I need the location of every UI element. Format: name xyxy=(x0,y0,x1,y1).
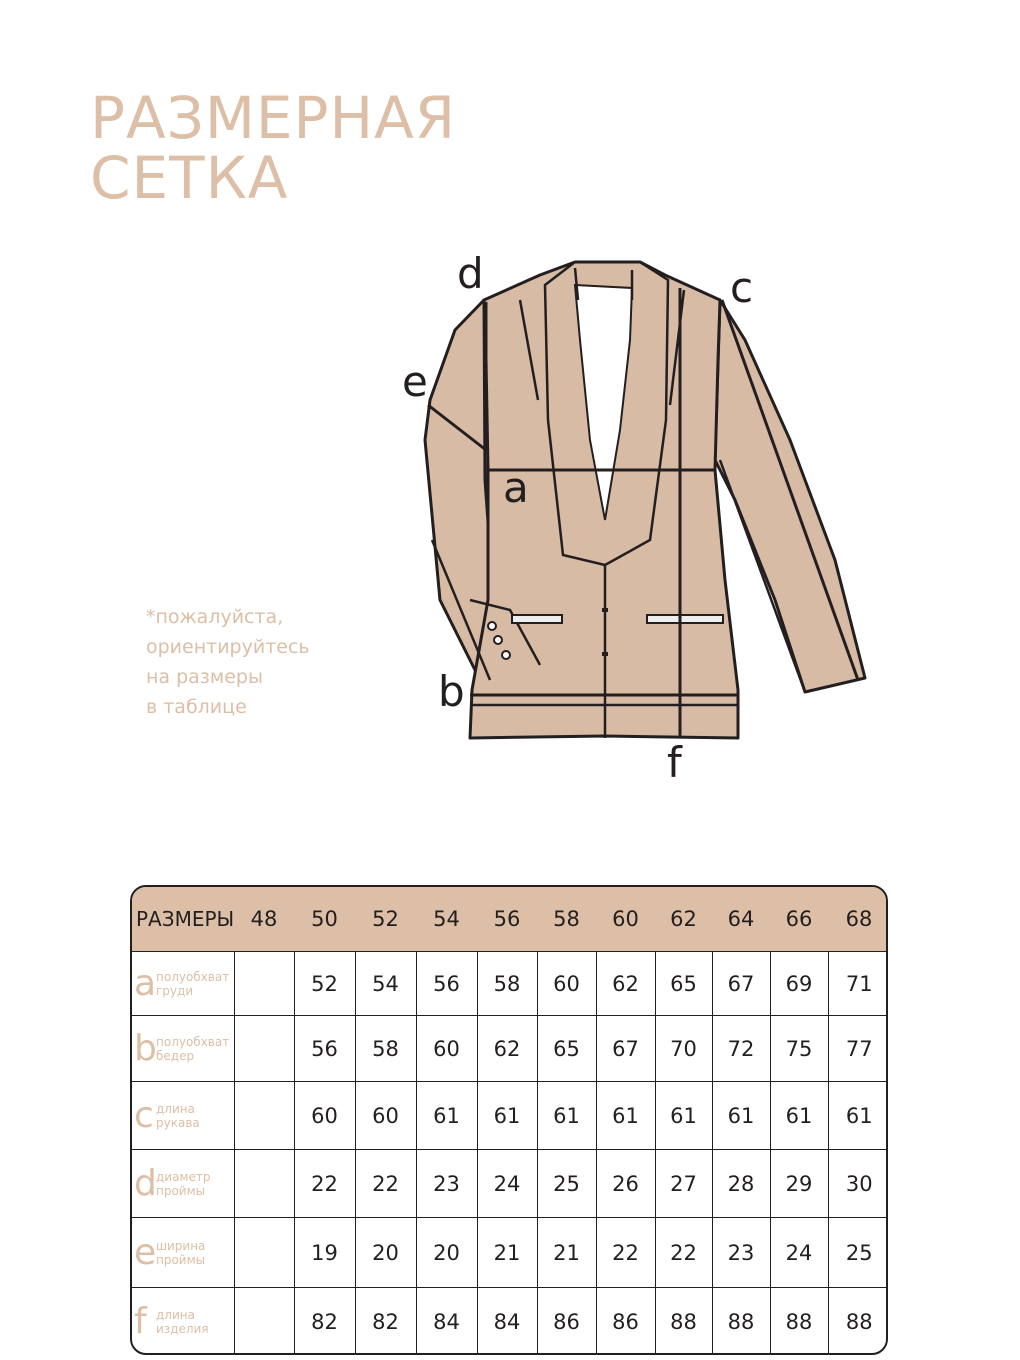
value-cell xyxy=(234,1288,294,1356)
value-cell: 61 xyxy=(596,1082,655,1150)
value-cell: 60 xyxy=(355,1082,416,1150)
value-cell: 67 xyxy=(712,952,770,1016)
header-size: 48 xyxy=(234,887,294,952)
header-size: 56 xyxy=(477,887,537,952)
note-line-1: *пожалуйста, xyxy=(146,606,284,628)
cuff-button-1 xyxy=(488,622,496,630)
measure-letter: f xyxy=(134,1300,147,1342)
measure-letter: a xyxy=(134,962,157,1004)
front-button-1 xyxy=(602,608,608,612)
value-cell: 61 xyxy=(416,1082,477,1150)
measure-cell xyxy=(132,952,234,1016)
measure-letter: d xyxy=(134,1162,157,1204)
header-size: 58 xyxy=(537,887,596,952)
value-cell: 86 xyxy=(596,1288,655,1356)
value-cell: 82 xyxy=(294,1288,355,1356)
label-c: c xyxy=(730,263,754,312)
table-header-row xyxy=(132,887,888,952)
value-cell: 61 xyxy=(770,1082,828,1150)
table-row xyxy=(132,1288,888,1356)
header-size: 62 xyxy=(655,887,712,952)
left-pocket xyxy=(512,615,562,623)
value-cell: 62 xyxy=(596,952,655,1016)
value-cell: 69 xyxy=(770,952,828,1016)
measure-letter: e xyxy=(134,1231,157,1273)
value-cell: 84 xyxy=(477,1288,537,1356)
value-cell: 65 xyxy=(655,952,712,1016)
value-cell: 58 xyxy=(477,952,537,1016)
value-cell xyxy=(234,952,294,1016)
header-sizes-label: РАЗМЕРЫ xyxy=(132,887,234,952)
measure-description-line-2: рукава xyxy=(156,1115,200,1130)
value-cell: 75 xyxy=(770,1016,828,1082)
measure-description-line-2: изделия xyxy=(156,1321,209,1336)
label-a: a xyxy=(503,463,529,512)
value-cell: 61 xyxy=(712,1082,770,1150)
value-cell: 61 xyxy=(477,1082,537,1150)
value-cell: 86 xyxy=(537,1288,596,1356)
size-table xyxy=(130,885,888,1355)
title-line-2: СЕТКА xyxy=(90,144,289,212)
size-note xyxy=(146,602,310,722)
value-cell: 60 xyxy=(416,1016,477,1082)
measure-cell xyxy=(132,1218,234,1288)
header-size: 64 xyxy=(712,887,770,952)
measure-description-line-1: длина xyxy=(156,1101,195,1116)
value-cell: 19 xyxy=(294,1218,355,1288)
note-line-3: на размеры xyxy=(146,666,263,688)
table-row xyxy=(132,1218,888,1288)
value-cell: 54 xyxy=(355,952,416,1016)
table-row xyxy=(132,952,888,1016)
value-cell: 88 xyxy=(655,1288,712,1356)
measure-cell xyxy=(132,1150,234,1218)
value-cell: 82 xyxy=(355,1288,416,1356)
value-cell xyxy=(234,1150,294,1218)
value-cell: 22 xyxy=(294,1150,355,1218)
value-cell: 61 xyxy=(537,1082,596,1150)
value-cell: 25 xyxy=(828,1218,888,1288)
measure-description-line-1: диаметр xyxy=(156,1169,211,1184)
header-size: 66 xyxy=(770,887,828,952)
value-cell: 24 xyxy=(770,1218,828,1288)
label-f: f xyxy=(667,738,682,787)
measure-description xyxy=(156,970,229,998)
jacket-diagram xyxy=(395,245,875,790)
value-cell: 25 xyxy=(537,1150,596,1218)
value-cell: 22 xyxy=(355,1150,416,1218)
value-cell xyxy=(234,1082,294,1150)
measure-description-line-1: полуобхват xyxy=(156,1034,230,1049)
value-cell: 84 xyxy=(416,1288,477,1356)
measure-description-line-2: груди xyxy=(156,983,194,998)
title-line-1: РАЗМЕРНАЯ xyxy=(90,84,457,152)
value-cell: 22 xyxy=(655,1218,712,1288)
value-cell: 88 xyxy=(828,1288,888,1356)
label-b: b xyxy=(438,667,465,716)
value-cell: 27 xyxy=(655,1150,712,1218)
value-cell: 21 xyxy=(537,1218,596,1288)
table-row xyxy=(132,1016,888,1082)
measure-letter: c xyxy=(134,1094,154,1136)
measure-letter: b xyxy=(134,1027,157,1069)
value-cell: 62 xyxy=(477,1016,537,1082)
value-cell: 88 xyxy=(770,1288,828,1356)
measure-description xyxy=(156,1102,200,1130)
header-size: 60 xyxy=(596,887,655,952)
value-cell: 28 xyxy=(712,1150,770,1218)
measure-description xyxy=(156,1239,205,1267)
value-cell: 52 xyxy=(294,952,355,1016)
value-cell: 77 xyxy=(828,1016,888,1082)
measure-description xyxy=(156,1170,211,1198)
measure-description xyxy=(156,1308,209,1336)
value-cell: 23 xyxy=(712,1218,770,1288)
value-cell: 88 xyxy=(712,1288,770,1356)
value-cell: 20 xyxy=(416,1218,477,1288)
header-size: 52 xyxy=(355,887,416,952)
value-cell: 72 xyxy=(712,1016,770,1082)
value-cell: 26 xyxy=(596,1150,655,1218)
measure-description-line-1: длина xyxy=(156,1307,195,1322)
cuff-button-3 xyxy=(502,651,510,659)
value-cell: 70 xyxy=(655,1016,712,1082)
value-cell xyxy=(234,1218,294,1288)
value-cell: 30 xyxy=(828,1150,888,1218)
value-cell: 61 xyxy=(655,1082,712,1150)
value-cell: 56 xyxy=(294,1016,355,1082)
measure-description-line-2: проймы xyxy=(156,1183,206,1198)
label-d: d xyxy=(457,249,484,298)
measure-cell xyxy=(132,1288,234,1356)
value-cell: 23 xyxy=(416,1150,477,1218)
note-line-2: ориентируйтесь xyxy=(146,636,310,658)
measure-cell xyxy=(132,1016,234,1082)
header-size: 50 xyxy=(294,887,355,952)
value-cell: 22 xyxy=(596,1218,655,1288)
value-cell: 61 xyxy=(828,1082,888,1150)
right-pocket xyxy=(647,615,723,623)
value-cell: 71 xyxy=(828,952,888,1016)
measure-cell xyxy=(132,1082,234,1150)
label-e: e xyxy=(402,357,428,406)
value-cell xyxy=(234,1016,294,1082)
value-cell: 56 xyxy=(416,952,477,1016)
measure-description-line-2: бедер xyxy=(156,1048,195,1063)
value-cell: 29 xyxy=(770,1150,828,1218)
page-title xyxy=(90,84,457,212)
cuff-button-2 xyxy=(494,636,502,644)
value-cell: 67 xyxy=(596,1016,655,1082)
value-cell: 65 xyxy=(537,1016,596,1082)
value-cell: 60 xyxy=(294,1082,355,1150)
measure-description-line-1: ширина xyxy=(156,1238,206,1253)
size-table-grid xyxy=(132,887,888,1355)
value-cell: 60 xyxy=(537,952,596,1016)
measure-description-line-2: проймы xyxy=(156,1252,206,1267)
value-cell: 21 xyxy=(477,1218,537,1288)
header-size: 54 xyxy=(416,887,477,952)
value-cell: 20 xyxy=(355,1218,416,1288)
note-line-4: в таблице xyxy=(146,696,247,718)
measure-description-line-1: полуобхват xyxy=(156,969,230,984)
table-row xyxy=(132,1082,888,1150)
value-cell: 24 xyxy=(477,1150,537,1218)
table-row xyxy=(132,1150,888,1218)
header-size: 68 xyxy=(828,887,888,952)
measure-description xyxy=(156,1035,229,1063)
value-cell: 58 xyxy=(355,1016,416,1082)
front-button-2 xyxy=(602,652,608,656)
